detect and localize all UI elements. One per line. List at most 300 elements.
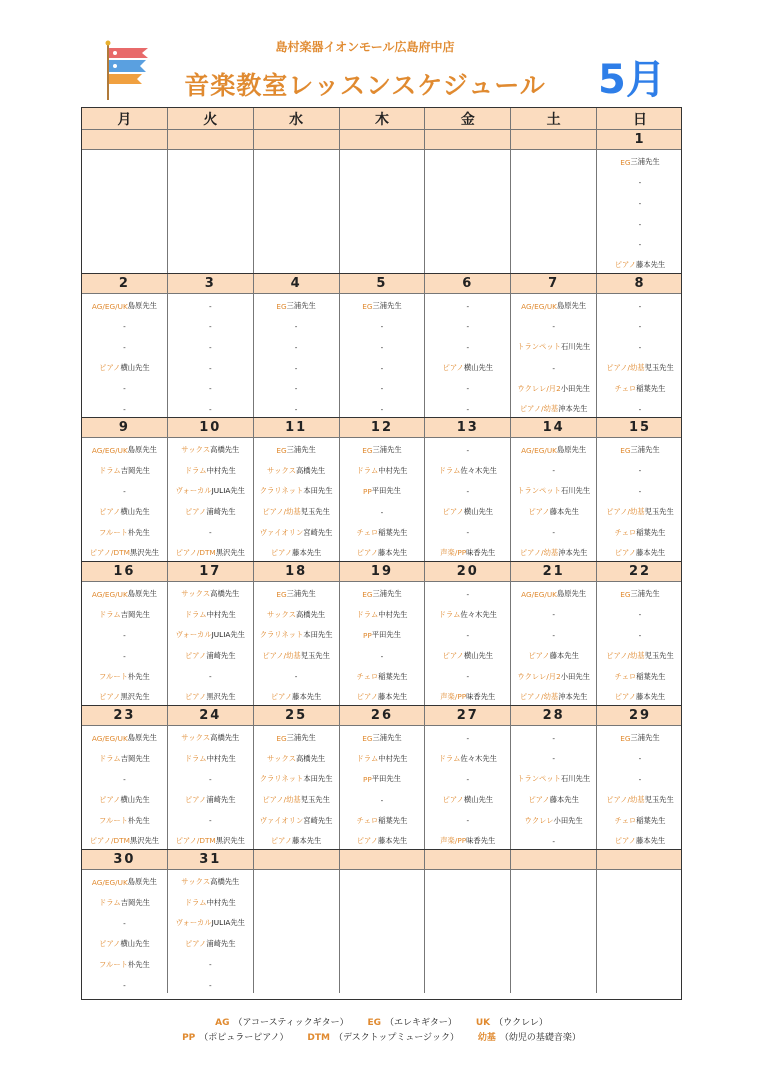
lesson-slot (425, 646, 510, 667)
lesson-slot (82, 502, 167, 523)
instrument-label: クラリネット (259, 486, 304, 496)
lesson-slot (340, 173, 425, 194)
instrument-label: ピアノ (442, 795, 464, 805)
teacher-label: 中村先生 (378, 465, 408, 475)
lesson-slot (82, 173, 167, 194)
instrument-label: ピアノ (442, 507, 464, 517)
day-number: 26 (340, 706, 426, 725)
lesson-slot (425, 193, 510, 214)
teacher-label: - (294, 672, 298, 682)
instrument-label: サックス (267, 753, 296, 763)
instrument-label: トランペット (517, 774, 561, 784)
lesson-slot (168, 461, 253, 482)
lesson-slot (340, 666, 425, 687)
instrument-label: ドラム (184, 465, 207, 475)
instrument-label: ピアノ (442, 651, 464, 661)
day-number-row (82, 274, 681, 294)
teacher-label: 稲葉先生 (378, 815, 408, 825)
day-number: 30 (82, 850, 168, 869)
lesson-slot (168, 481, 253, 502)
teacher-label: 佐々木先生 (460, 753, 497, 763)
teacher-label: 小田先生 (560, 383, 590, 393)
teacher-label: - (208, 816, 212, 826)
lesson-slot (340, 214, 425, 235)
lesson-slot (168, 646, 253, 667)
lesson-slot (340, 543, 425, 564)
instrument-label: AG/EG/UK (91, 733, 128, 743)
day-number: 29 (628, 708, 652, 723)
lesson-slot (425, 317, 510, 338)
lesson-slot (254, 234, 339, 255)
lesson-slot (254, 481, 339, 502)
teacher-label: - (123, 918, 126, 928)
lesson-slot (340, 687, 425, 708)
lesson-slot (82, 378, 167, 399)
teacher-label: 島原先生 (556, 589, 587, 599)
lesson-slot (82, 893, 167, 914)
day-cell (425, 294, 511, 417)
teacher-label: 吉岡先生 (120, 753, 150, 763)
legend-item-pp: PP （ポピュラーピアノ） (182, 1033, 289, 1043)
lesson-slot (597, 954, 683, 975)
teacher-label: 島原先生 (127, 445, 157, 455)
day-number: 16 (82, 562, 168, 581)
lesson-slot (340, 728, 425, 749)
lesson-slot (597, 255, 683, 276)
teacher-label: - (638, 466, 642, 476)
lesson-slot (511, 296, 596, 317)
instrument-label: ピアノ/幼基 (262, 651, 301, 661)
teacher-label: - (123, 774, 126, 784)
teacher-label: - (466, 733, 470, 743)
lesson-slot (82, 440, 167, 461)
instrument-label: ピアノ/幼基 (519, 404, 559, 414)
lesson-slot (82, 646, 167, 667)
day-number (425, 850, 511, 869)
day-cell (425, 582, 511, 705)
lesson-slot (340, 605, 425, 626)
day-cell (597, 294, 683, 417)
instrument-label: ドラム (98, 753, 121, 763)
teacher-label: 藤本先生 (636, 692, 666, 702)
lesson-slot (340, 152, 425, 173)
teacher-label: - (552, 733, 555, 743)
lesson-slot (82, 522, 167, 543)
teacher-label: 石川先生 (560, 774, 591, 784)
teacher-label: - (466, 672, 470, 682)
teacher-label: 藤本先生 (292, 836, 322, 846)
day-number: 22 (628, 564, 652, 579)
teacher-label: 小田先生 (560, 671, 590, 681)
lesson-slot (597, 502, 683, 523)
day-cell (511, 726, 597, 849)
lesson-slot (511, 646, 596, 667)
teacher-label: 黒沢先生 (120, 692, 150, 702)
instrument-label: EG (276, 733, 287, 743)
lesson-slot (82, 317, 167, 338)
lesson-slot (168, 152, 253, 173)
lesson-slot (511, 666, 596, 687)
teacher-label: - (208, 960, 212, 970)
legend-item-ag: AG （アコースティックギター） (215, 1018, 349, 1028)
lesson-slot (254, 934, 339, 955)
teacher-label: 沖本先生 (558, 548, 588, 558)
lesson-slot (511, 543, 596, 564)
teacher-label: 横山先生 (463, 795, 494, 805)
instrument-label: ドラム (438, 609, 461, 619)
lesson-slot (597, 173, 683, 194)
teacher-label: 稲葉先生 (378, 527, 408, 537)
lesson-slot (168, 954, 253, 975)
lesson-slot (511, 378, 596, 399)
instrument-label: EG (620, 589, 631, 599)
lesson-slot (254, 358, 339, 379)
day-number (82, 130, 168, 149)
lesson-slot (168, 440, 253, 461)
teacher-label: 三浦先生 (372, 445, 402, 455)
lesson-slot (597, 399, 683, 420)
lesson-slot (340, 893, 425, 914)
day-number: 18 (254, 562, 340, 581)
instrument-label: チェロ (356, 527, 379, 537)
lesson-slot (425, 214, 510, 235)
teacher-label: 児玉先生 (300, 795, 330, 805)
day-cell (597, 150, 683, 273)
lesson-slot (254, 893, 339, 914)
teacher-label: 黒沢先生 (215, 548, 245, 558)
lesson-slot (254, 214, 339, 235)
instrument-label: サックス (181, 589, 211, 599)
lesson-slot (254, 975, 339, 996)
teacher-label: 藤本先生 (549, 651, 579, 661)
lesson-slot (254, 296, 339, 317)
lesson-slot (340, 255, 425, 276)
teacher-label: - (466, 445, 470, 455)
teacher-label: - (208, 322, 212, 332)
teacher-label: 高橋先生 (296, 465, 326, 475)
lesson-slot (425, 461, 510, 482)
lesson-slot (425, 440, 510, 461)
teacher-label: - (123, 342, 126, 352)
teacher-label: 藤本先生 (549, 507, 579, 517)
lesson-slot (511, 337, 596, 358)
instrument-label: ドラム (98, 609, 121, 619)
day-cell (254, 582, 340, 705)
lesson-slot (340, 317, 425, 338)
lesson-slot (254, 255, 339, 276)
teacher-label: - (294, 384, 298, 394)
instrument-label: ピアノ (614, 548, 637, 558)
lesson-slot (511, 831, 596, 852)
instrument-label: ピアノ/幼基 (606, 795, 645, 805)
instrument-label: EG (276, 301, 287, 311)
lesson-slot (597, 152, 683, 173)
day-number (340, 850, 426, 869)
day-cell (597, 870, 683, 993)
teacher-label: - (208, 301, 212, 311)
instrument-label: ピアノ/幼基 (262, 507, 301, 517)
lesson-slot (511, 399, 596, 420)
instrument-label: クラリネット (259, 774, 304, 784)
instrument-label: AG/EG/UK (521, 589, 557, 599)
teacher-label: 横山先生 (463, 363, 494, 373)
lesson-slot (425, 584, 510, 605)
lesson-slot (340, 522, 425, 543)
lesson-slot (82, 543, 167, 564)
day-number: 7 (511, 274, 597, 293)
day-number (425, 130, 511, 149)
instrument-label: EG (362, 589, 373, 599)
teacher-label: 宮崎先生 (303, 527, 333, 537)
lesson-slot (597, 317, 683, 338)
day-cell (168, 294, 254, 417)
weekday-wed: 水 (254, 108, 340, 129)
day-number: 19 (340, 562, 426, 581)
lesson-slot (597, 893, 683, 914)
lesson-slot (340, 769, 425, 790)
lesson-slot (254, 728, 339, 749)
teacher-label: 中村先生 (206, 753, 236, 763)
lesson-slot (168, 296, 253, 317)
instrument-label: チェロ (614, 671, 637, 681)
teacher-label: 高橋先生 (210, 877, 240, 887)
lesson-slot (168, 173, 253, 194)
day-number (511, 130, 597, 149)
weekday-thu: 木 (340, 108, 426, 129)
lesson-slot (340, 934, 425, 955)
lesson-slot (425, 810, 510, 831)
lesson-slot (340, 193, 425, 214)
teacher-label: 朴先生 (127, 959, 150, 969)
teacher-label: 藤本先生 (378, 836, 408, 846)
teacher-label: - (552, 836, 555, 846)
teacher-label: 本田先生 (303, 630, 333, 640)
lesson-slot (168, 913, 253, 934)
day-cell (511, 150, 597, 273)
lesson-slot (254, 584, 339, 605)
lesson-slot (82, 399, 167, 420)
lesson-slot (168, 214, 253, 235)
lesson-slot (168, 584, 253, 605)
legend (0, 1016, 763, 1046)
lesson-slot (597, 913, 683, 934)
teacher-label: 吉岡先生 (120, 897, 150, 907)
legend-item-dtm: DTM （デスクトップミュージック） (307, 1033, 460, 1043)
lesson-slot (511, 214, 596, 235)
teacher-label: - (123, 980, 126, 990)
lesson-slot (254, 152, 339, 173)
teacher-label: 朴先生 (127, 527, 150, 537)
lesson-slot (511, 728, 596, 749)
teacher-label: - (552, 466, 555, 476)
instrument-label: ピアノ (270, 692, 293, 702)
teacher-label: - (638, 342, 642, 352)
instrument-label: ピアノ (528, 651, 550, 661)
lesson-slot (82, 687, 167, 708)
lesson-slot (597, 234, 683, 255)
lesson-slot (340, 954, 425, 975)
lesson-slot (82, 337, 167, 358)
lesson-slot (597, 543, 683, 564)
lesson-slot (82, 214, 167, 235)
lesson-slot (340, 399, 425, 420)
instrument-label: 声楽/PP (440, 836, 467, 846)
teacher-label: 稲葉先生 (378, 671, 408, 681)
lessons-row (82, 150, 681, 274)
lessons-row (82, 294, 681, 418)
lesson-slot (340, 481, 425, 502)
lesson-slot (82, 975, 167, 996)
day-cell (597, 582, 683, 705)
instrument-label: チェロ (614, 815, 637, 825)
day-number: 5 (340, 274, 426, 293)
instrument-label: フルート (99, 527, 128, 537)
lesson-slot (82, 769, 167, 790)
lesson-slot (597, 193, 683, 214)
teacher-label: 藤本先生 (636, 260, 666, 270)
lesson-slot (597, 646, 683, 667)
lesson-slot (168, 193, 253, 214)
teacher-label: 黒沢先生 (206, 692, 236, 702)
lesson-slot (82, 234, 167, 255)
teacher-label: 中村先生 (206, 609, 236, 619)
lesson-slot (340, 584, 425, 605)
instrument-label: PP (362, 486, 372, 496)
teacher-label: 藤本先生 (549, 795, 579, 805)
teacher-label: - (123, 486, 126, 496)
teacher-label: 味香先生 (466, 548, 496, 558)
day-number-row (82, 850, 681, 870)
instrument-label: ピアノ (185, 651, 207, 661)
instrument-label: サックス (267, 609, 296, 619)
month-label: 5月 (598, 57, 666, 103)
lesson-slot (340, 461, 425, 482)
lesson-slot (511, 317, 596, 338)
day-number: 1 (634, 132, 646, 147)
teacher-label: - (380, 404, 384, 414)
teacher-label: 味香先生 (466, 692, 496, 702)
teacher-label: - (380, 507, 384, 517)
teacher-label: 浦崎先生 (206, 507, 236, 517)
lesson-slot (254, 913, 339, 934)
teacher-label: 吉岡先生 (120, 609, 150, 619)
lesson-slot (168, 769, 253, 790)
teacher-label: - (466, 528, 470, 538)
teacher-label: - (208, 404, 212, 414)
lesson-slot (168, 543, 253, 564)
teacher-label: - (123, 384, 126, 394)
lesson-slot (254, 831, 339, 852)
lesson-slot (254, 769, 339, 790)
instrument-label: チェロ (614, 383, 637, 393)
teacher-label: JULIA先生 (211, 486, 245, 496)
weekday-mon: 月 (82, 108, 168, 129)
instrument-label: AG/EG/UK (521, 445, 557, 455)
instrument-label: ヴォーカル (175, 630, 212, 640)
lesson-slot (597, 728, 683, 749)
lesson-slot (168, 975, 253, 996)
day-cell (340, 726, 426, 849)
teacher-label: 三浦先生 (630, 445, 660, 455)
instrument-label: ドラム (438, 465, 461, 475)
teacher-label: - (380, 384, 384, 394)
instrument-label: EG (620, 733, 631, 743)
instrument-label: ヴォーカル (175, 918, 212, 928)
weekday-header-row (82, 108, 681, 130)
instrument-label: ピアノ/DTM (175, 548, 216, 558)
teacher-label: - (552, 363, 555, 373)
lesson-slot (82, 790, 167, 811)
instrument-label: ドラム (356, 465, 379, 475)
teacher-label: 三浦先生 (286, 301, 316, 311)
instrument-label: ピアノ (99, 795, 121, 805)
instrument-label: ドラム (98, 465, 121, 475)
lesson-slot (511, 358, 596, 379)
lesson-slot (340, 749, 425, 770)
instrument-label: ピアノ/幼基 (262, 795, 301, 805)
teacher-label: - (638, 322, 642, 332)
lesson-slot (511, 255, 596, 276)
teacher-label: 高橋先生 (296, 753, 326, 763)
lessons-row (82, 438, 681, 562)
day-cell (82, 582, 168, 705)
teacher-label: 三浦先生 (372, 589, 402, 599)
day-cell (168, 438, 254, 561)
teacher-label: 宮崎先生 (303, 815, 333, 825)
lesson-slot (254, 646, 339, 667)
lesson-slot (425, 954, 510, 975)
lesson-slot (168, 687, 253, 708)
instrument-label: ピアノ (185, 795, 207, 805)
lesson-slot (82, 584, 167, 605)
lesson-slot (425, 605, 510, 626)
instrument-label: ピアノ/幼基 (606, 363, 645, 373)
instrument-label: チェロ (356, 815, 379, 825)
teacher-label: 平田先生 (371, 630, 401, 640)
lessons-row (82, 582, 681, 706)
lesson-slot (511, 769, 596, 790)
instrument-label: 声楽/PP (440, 692, 467, 702)
lesson-slot (82, 255, 167, 276)
lesson-slot (597, 584, 683, 605)
teacher-label: 中村先生 (378, 753, 408, 763)
teacher-label: - (123, 322, 126, 332)
lesson-slot (168, 872, 253, 893)
page-header (0, 0, 763, 105)
teacher-label: JULIA先生 (211, 630, 245, 640)
lesson-slot (511, 193, 596, 214)
lesson-slot (425, 502, 510, 523)
day-number: 17 (168, 562, 254, 581)
teacher-label: 藤本先生 (636, 836, 666, 846)
lesson-slot (340, 234, 425, 255)
teacher-label: 三浦先生 (630, 589, 660, 599)
lesson-slot (82, 934, 167, 955)
day-number: 15 (628, 420, 652, 435)
instrument-label: ピアノ (614, 260, 637, 270)
teacher-label: - (638, 630, 642, 640)
teacher-label: 味香先生 (466, 836, 496, 846)
teacher-label: 小田先生 (553, 815, 583, 825)
lesson-slot (425, 152, 510, 173)
day-number-row (82, 562, 681, 582)
lesson-slot (168, 605, 253, 626)
lesson-slot (254, 605, 339, 626)
lesson-slot (340, 790, 425, 811)
teacher-label: 横山先生 (120, 507, 150, 517)
day-number: 25 (254, 706, 340, 725)
lesson-slot (82, 625, 167, 646)
